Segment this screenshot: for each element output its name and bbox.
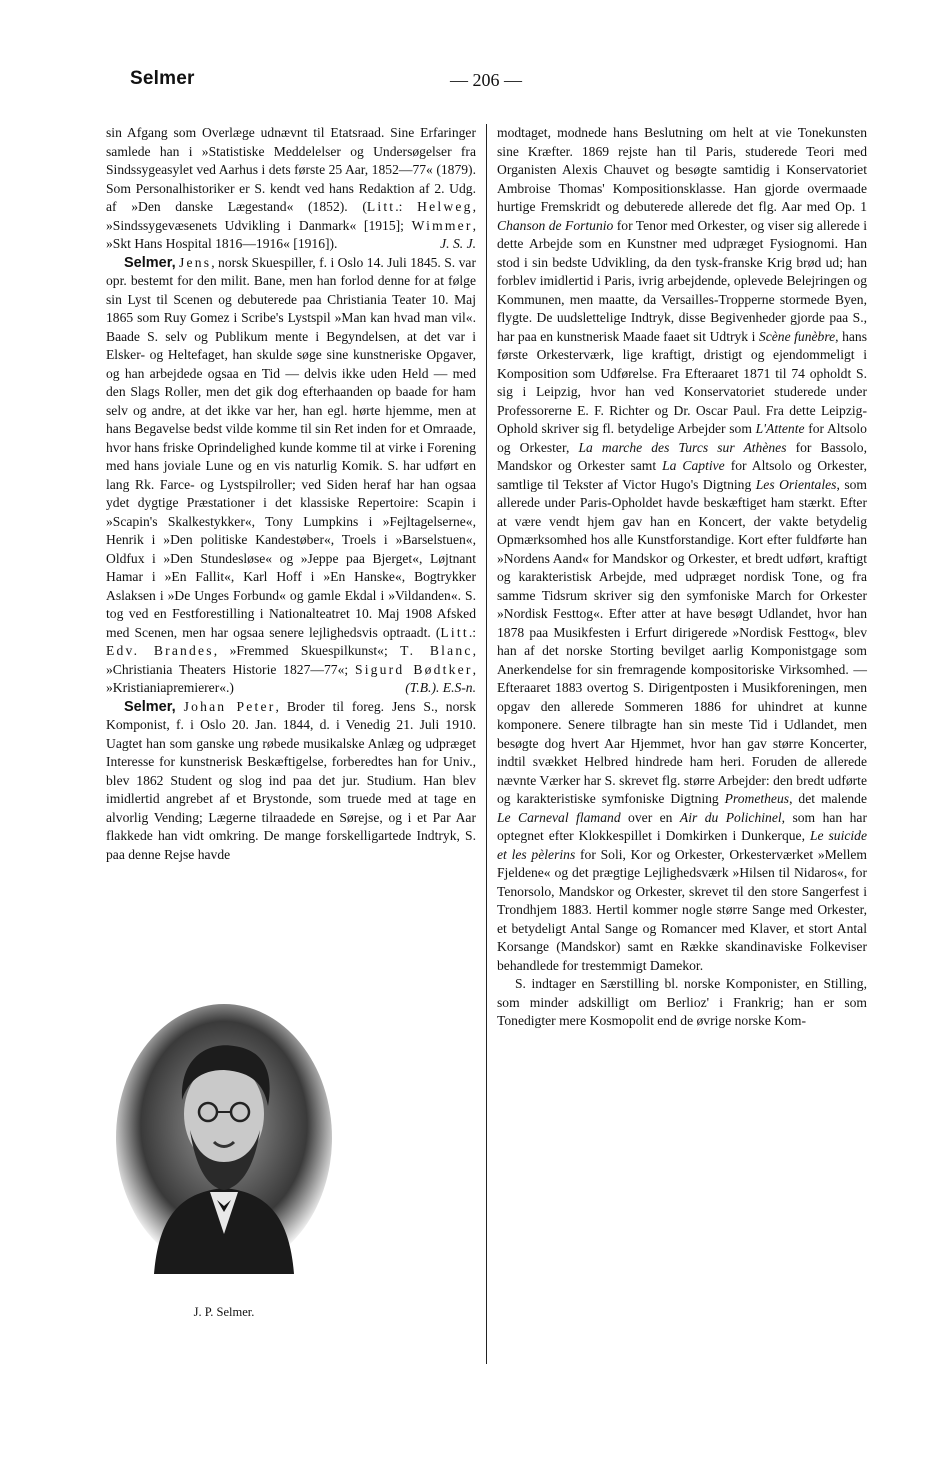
entry-headword: Selmer, (124, 698, 176, 715)
column-divider (486, 124, 487, 1364)
entry-continuation: sin Afgang som Overlæge udnævnt til Etatsraad. Sine Erfaringer samlede han i »Statistiske Meddelelser og Undersøgelser fra Sindssygeasylet ved Aarhus i dets første 25 Aar, 1852—77« (1879). Som Personalhistoriker er S. kendt ved hans Redaktion af 2. Udg. af »Den danske Lægestand« (1852). (Litt.: Helweg, »Sindssygevæsenets Udvikling i Danmark« [1915]; Wimmer, »Skt Hans Hospital 1816—1916« [1916]). J. S. J. (106, 124, 476, 254)
page-number: — 206 — (450, 70, 522, 90)
page-header (110, 62, 870, 102)
right-column (497, 124, 867, 1031)
left-column (106, 124, 476, 864)
entry-selmer-jens: Selmer, Jens, norsk Skuespiller, f. i Oslo 14. Juli 1845. S. var opr. bestemt for den milit. Bane, men han forlod denne for at følge sin Lyst til Scenen og debuterede paa Christiania Teater 10. Maj 1865 som Ruy Gomez i Scribe's Lystspil »Man kan hvad man vil«. Baade S. selv og Publikum mente i Begyndelsen, at det var i Elsker- og Heltefaget, han skulde søge sine kunstneriske Opgaver, og han arbejdede ogsaa en Tid — delvis ikke uden Held — med den Slags Roller, men det gik dog efterhaanden op baade for ham selv og andre, at det ikke var her, han egl. hørte hjemme, men at hans Begavelse bedst vilde komme til sin Ret inden for et Omraade, hvor hans friske Oprindelighed kunde komme til at virke i Forening med hans joviale Lune og en vis naturlig Komik. S. har udført en lang Rk. Farce- og Lystspilroller; ved Siden heraf har han ogsaa ydet dygtige Præstationer i det klassiske Repertoire: Scapin i »Scapin's Skalkestykker«, Tony Lumpkins i »Fejltagelserne«, Henrik i »Den politiske Kandestøber«, Troels i »Barselstuen«, Oldfux i »Den Stundesløse« og »Jeppe paa Bjerget«, Løjtnant Hamar i »En Fallit«, Karl Hoff i »En Hanske«, Bogtrykker Aslaksen i »De Unges Forbund« og gamle Ekdal i »Vildanden«. S. tog ved en Festforestilling i Nationalteatret 10. Maj 1908 Afsked med Scenen, men har ogsaa senere lejlighedsvis optraadt. (Litt.: Edv. Brandes, »Fremmed Skuespilkunst«; T. Blanc, »Christiania Theaters Historie 1827—77«; Sigurd Bødtker, »Kristianiapremierer«.) (T.B.). E.S-n. (106, 254, 476, 698)
entry-headword: Selmer, (124, 254, 176, 271)
entry-continuation: modtaget, modnede hans Beslutning om helt at vie Tonekunsten sine Kræfter. 1869 rejste han til Paris, studerede Teori med Organisten Alexis Chauvet og besøgte samtidig i Konservatoriet Ambroise Thomas' Kompositionsklasse. Han gjorde overmaade hurtige Fremskridt og debuterede allerede det flg. Aar med Op. 1 Chanson de Fortunio for Tenor med Orkester, og viser sig allerede i dette Arbejde som en Kunstner med udpræget Fysiognomi. Han stod i sin bedste Udvikling, da den tysk-franske Krig brød ud; han forblev imidlertid i Paris, ivrig arbejdende, oplevede Belejringen og Kommunen, men maatte, da Versailles-Tropperne stormede Byen, flygte. De uudslettelige Indtryk, disse Begivenheder gjorde paa S., har paa en kunstnerisk Maade faaet sit Udtryk i Scène funèbre, hans første Orkesterværk, lige kraftigt, dristigt og ejendommeligt i Komposition som Udførelse. Fra Efteraaret 1871 til 74 opholdt S. sig i Leipzig, hvor han ved Konservatoriet studerede under Professorerne E. F. Richter og Dr. Oscar Paul. Fra dette Leipzig-Ophold skriver sig fl. betydelige Arbejder som L'Attente for Altsolo og Orkester, La marche des Turcs sur Athènes for Bassolo, Mandskor og Orkester samt La Captive for Altsolo og Orkester, samtlige til Tekster af Victor Hugo's Digtning Les Orientales, som allerede under Paris-Opholdet havde beskæftiget ham stærkt. Efter at være vendt hjem gav han en Koncert, der vakte betydelig Opmærksomhed hos alle Kunstforstandige. Kort efter fuldførte han »Nordens Aand« for Mandskor og Orkester, et bredt udført, kraftigt og karakteristisk Arbejde, med udpræget nordisk Tone, og fra samme Tidsrum skriver sig den symfoniske March for Orkester »Nordisk Festtog«. Efter atter at have besøgt Udlandet, hvor han 1878 paa Musikfesten i Erfurt dirigerede »Nordisk Festtog«, blev han af det norske Storting bevilget aarlig Komponistgage som Anerkendelse for sin fremragende kompositoriske Virksomhed. — Efteraaret 1883 overtog S. Dirigentposten i Musikforeningen, men opgav den allerede Sommeren 1886 for uhindret at kunne komponere. Senere tilbragte han sin meste Tid i Udlandet, men besøgte dog hvert Aar Hjemmet, hvor han gav større Koncerter, indtil svækket Helbred hindrede ham heri. Foruden de allerede nævnte Værker har S. skrevet flg. større Arbejder: den bredt udførte og karakteristiske symfoniske Digtning Prometheus, det malende Le Carneval flamand over en Air du Polichinel, som han har optegnet efter Klokkespillet i Domkirken i Dunkerque, Le suicide et les pèlerins for Soli, Kor og Orkester, Orkesterværket »Mellem Fjeldene« og det prægtige Lejlighedsværk »Hilsen til Nidaros«, for Tenorsolo, Mandskor og Orkester, skrevet til den store Sangerfest i Trondhjem 1883. Hertil kommer nogle større Sange med Orkester, et betydeligt Antal Sange og Romancer med Klaver, et stort Antal Korsange (Mandskor) samt en Række skandinaviske Folkeviser behandlede for trestemmigt Damekor. (497, 125, 867, 973)
author-signature: (T.B.). E.S-n. (405, 680, 476, 695)
paragraph: S. indtager en Særstilling bl. norske Komponister, en Stilling, som minder adskilligt om Berlioz' i Frankrig; han er som Tonedigter mere Kosmopolit end de øvrige norske Kom- (497, 976, 867, 1028)
running-head: Selmer (130, 68, 195, 89)
entry-selmer-johan-peter: Selmer, Johan Peter, Broder til foreg. Jens S., norsk Komponist, f. i Oslo 20. Jan. 1844, d. i Venedig 21. Juli 1910. Uagtet han som ganske ung røbede musikalske Anlæg og udpræget Interesse for kunstnerisk Beskæftigelse, forberedtes han for Univ., blev 1862 Student og slog ind paa det jur. Studium. Han blev imidlertid angrebet af et Brystonde, som truede med at tage en alvorlig Vending; Lægerne tilraadede en Sørejse, og i et Par Aar flakkede han vidt omkring. De mange forskelligartede Indtryk, S. paa denne Rejse havde (106, 698, 476, 862)
portrait-caption: J. P. Selmer. (193, 1305, 255, 1319)
portrait-figure (106, 980, 342, 1338)
portrait-image (114, 1002, 334, 1274)
author-signature: J. S. J. (440, 236, 476, 251)
